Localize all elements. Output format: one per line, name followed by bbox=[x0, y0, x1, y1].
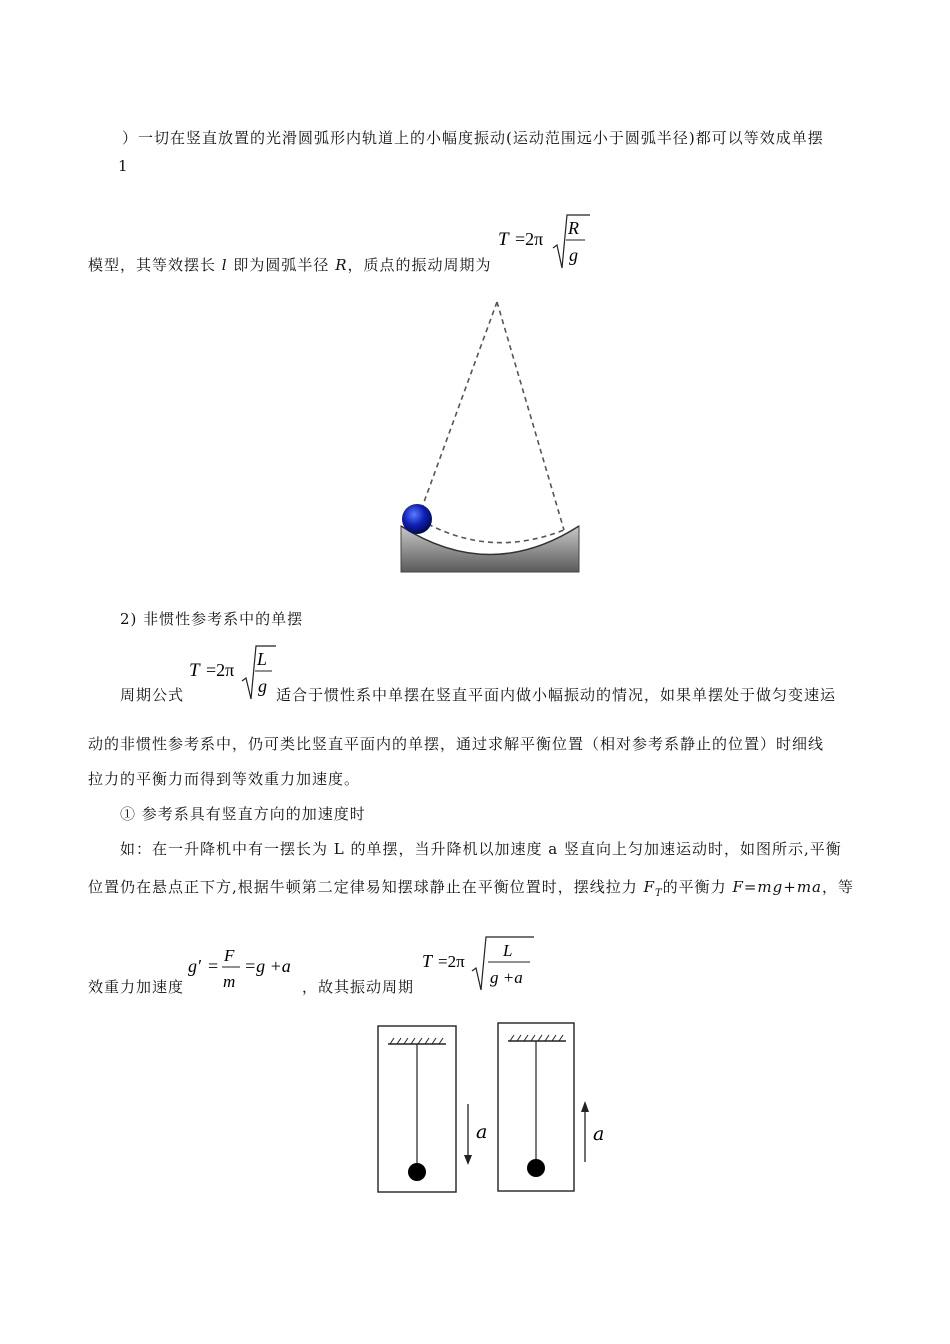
paragraph-line: ，故其振动周期 bbox=[302, 978, 415, 996]
list-marker: 1 bbox=[118, 157, 128, 175]
acceleration-label-right: a bbox=[593, 1123, 605, 1145]
formula-lhs: T bbox=[189, 660, 200, 681]
formula-numerator: L bbox=[503, 941, 513, 960]
elevator-figure bbox=[372, 1020, 612, 1200]
paragraph-line: 动的非惯性参考系中，仍可类比竖直平面内的单摆，通过求解平衡位置（相对参考系静止的位置）时细线 bbox=[88, 735, 825, 753]
pendulum-bob-icon bbox=[408, 1163, 426, 1181]
formula-eq: =2π bbox=[515, 229, 544, 249]
formula-rhs: =g +a bbox=[244, 956, 291, 976]
formula-eq: =2π bbox=[206, 660, 235, 680]
period-label: 周期公式 bbox=[120, 686, 185, 704]
formula-eq: = bbox=[208, 956, 219, 976]
arc-track-figure bbox=[398, 298, 584, 580]
ball-icon bbox=[402, 504, 432, 534]
formula-period-elevator bbox=[420, 934, 540, 998]
formula-effective-gravity bbox=[186, 942, 308, 1001]
paragraph-line: 位置仍在悬点正下方,根据牛顿第二定律易知摆球静止在平衡位置时，摆线拉力 $F_T$的平衡力 F=mg+ma，等 bbox=[88, 878, 855, 899]
formula-lhs: T bbox=[422, 951, 433, 971]
formula-lhs: g′ bbox=[188, 956, 201, 976]
paragraph-line: 效重力加速度 bbox=[88, 978, 185, 996]
formula-numerator: L bbox=[257, 649, 268, 669]
subsection-heading: ① 参考系具有竖直方向的加速度时 bbox=[120, 805, 366, 823]
track-body bbox=[401, 526, 579, 572]
formula-denominator: m bbox=[223, 972, 236, 991]
paragraph-line: 适合于惯性系中单摆在竖直平面内做小幅振动的情况，如果单摆处于做匀变速运 bbox=[276, 686, 837, 704]
formula-denominator: g bbox=[258, 676, 267, 696]
formula-period-pendulum bbox=[186, 643, 281, 707]
paragraph-line: ）一切在竖直放置的光滑圆弧形内轨道上的小幅度振动(运动范围远小于圆弧半径)都可以等效成单摆 bbox=[122, 129, 824, 147]
formula-denominator: g +a bbox=[490, 968, 523, 987]
formula-period-arc bbox=[495, 212, 595, 276]
formula-numerator: F bbox=[224, 946, 235, 965]
paragraph-line: 如：在一升降机中有一摆长为 L 的单摆，当升降机以加速度 a 竖直向上匀加速运动时，如图所示,平衡 bbox=[120, 840, 842, 858]
pendulum-bob-icon bbox=[527, 1159, 545, 1177]
paragraph-line: 拉力的平衡力而得到等效重力加速度。 bbox=[88, 770, 361, 788]
formula-lhs: T bbox=[498, 229, 509, 250]
acceleration-label-left: a bbox=[476, 1121, 488, 1143]
formula-denominator: g bbox=[569, 245, 578, 265]
formula-numerator: R bbox=[568, 218, 579, 238]
section-heading: 2) 非惯性参考系中的单摆 bbox=[120, 610, 304, 628]
formula-eq: =2π bbox=[438, 952, 465, 971]
paragraph-line: 模型，其等效摆长 l 即为圆弧半径 R，质点的振动周期为 bbox=[88, 256, 492, 274]
